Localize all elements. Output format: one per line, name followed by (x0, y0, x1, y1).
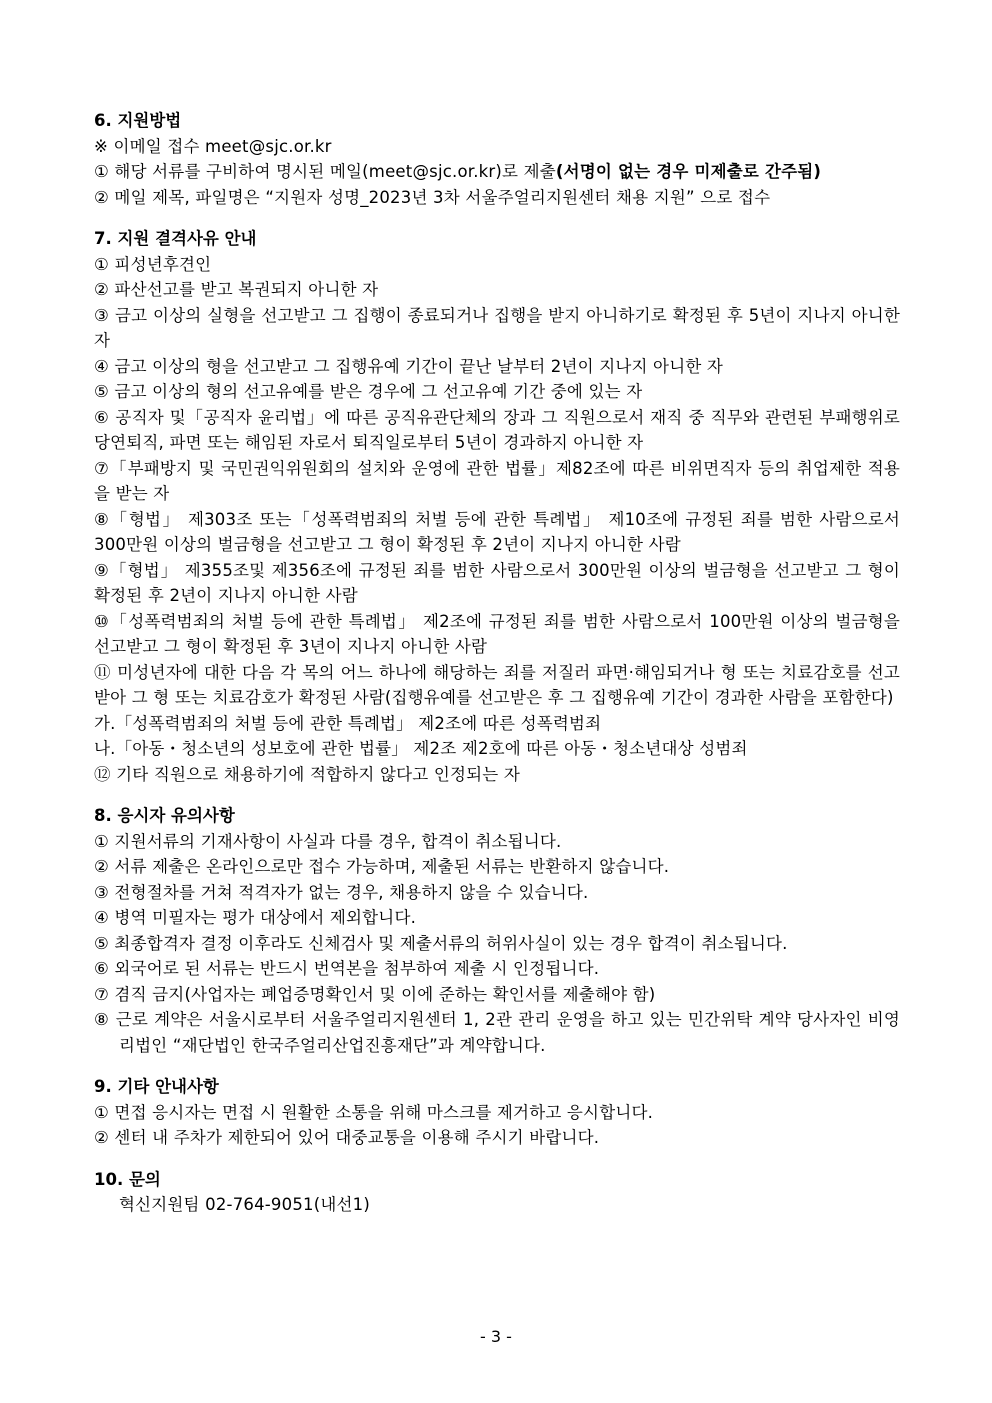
list-item: ① 면접 응시자는 면접 시 원활한 소통을 위해 마스크를 제거하고 응시합니다. (94, 1102, 654, 1122)
list-item: ⑤ 금고 이상의 형의 선고유예를 받은 경우에 그 선고유예 기간 중에 있는 자 (94, 382, 643, 401)
list-item: ② 파산선고를 받고 복권되지 아니한 자 (94, 280, 379, 299)
section-applicant-notes (94, 803, 900, 1058)
section-heading: 9. 기타 안내사항 (94, 1077, 219, 1096)
section-heading: 7. 지원 결격사유 안내 (94, 229, 257, 248)
section-heading: 10. 문의 (94, 1169, 161, 1189)
list-item: ⑩「성폭력범죄의 처벌 등에 관한 특례법」 제2조에 규정된 죄를 범한 사람으로서 100만원 이상의 벌금형을 선고받고 그 형이 확정된 후 3년이 지나지 아니한 사람 (94, 611, 900, 656)
list-item: ③ 전형절차를 거쳐 적격자가 없는 경우, 채용하지 않을 수 있습니다. (94, 882, 589, 902)
list-item: ② 서류 제출은 온라인으로만 접수 가능하며, 제출된 서류는 반환하지 않습니다. (94, 857, 670, 876)
item-bold-text: (서명이 없는 경우 미제출로 간주됨) (555, 162, 822, 181)
list-item: ① 피성년후견인 (94, 254, 212, 274)
list-subitem: 가.「성폭력범죄의 처벌 등에 관한 특례법」 제2조에 따른 성폭력범죄 (94, 713, 602, 733)
list-item: ⑫ 기타 직원으로 채용하기에 적합하지 않다고 인정되는 자 (94, 764, 521, 784)
section-contact (94, 1167, 900, 1218)
list-item (94, 159, 900, 185)
list-item: ④ 금고 이상의 형을 선고받고 그 집행유예 기간이 끝난 날부터 2년이 지나지 아니한 자 (94, 356, 724, 376)
list-item: ⑤ 최종합격자 결정 이후라도 신체검사 및 제출서류의 허위사실이 있는 경우 합격이 취소됩니다. (94, 933, 788, 953)
list-item: ② 메일 제목, 파일명은 “지원자 성명_2023년 3차 서울주얼리지원센터 채용 지원” 으로 접수 (94, 187, 771, 207)
list-subitem: 나.「아동・청소년의 성보호에 관한 법률」 제2조 제2호에 따른 아동・청소년대상 성범죄 (94, 739, 748, 758)
document-page (94, 108, 900, 1234)
section-heading: 8. 응시자 유의사항 (94, 806, 235, 825)
list-item: ⑪ 미성년자에 대한 다음 각 목의 어느 하나에 해당하는 죄를 저질러 파면·해임되거나 형 또는 치료감호를 선고받아 그 형 또는 치료감호가 확정된 사람(집행유예를 선고받은 후 그 집행유예 기간이 경과한 사람을 포함한다) (94, 662, 900, 707)
email-note: ※ 이메일 접수 meet@sjc.or.kr (94, 136, 332, 156)
list-item: ⑧「형법」 제303조 또는「성폭력범죄의 처벌 등에 관한 특례법」 제10조에 규정된 죄를 범한 사람으로서 300만원 이상의 벌금형을 선고받고 그 형이 확정된 후 2년이 지나지 아니한 사람 (94, 509, 900, 554)
list-item: ⑦ 겸직 금지(사업자는 폐업증명확인서 및 이에 준하는 확인서를 제출해야 함) (94, 984, 656, 1004)
section-disqualification (94, 226, 900, 787)
list-item: ⑦「부패방지 및 국민권익위원회의 설치와 운영에 관한 법률」제82조에 따른 비위면직자 등의 취업제한 적용을 받는 자 (94, 458, 900, 503)
list-item: ⑥ 외국어로 된 서류는 반드시 번역본을 첨부하여 제출 시 인정됩니다. (94, 959, 600, 978)
page-number: - 3 - (480, 1327, 512, 1346)
contact-info: 혁신지원팀 02-764-9051(내선1) (119, 1195, 370, 1214)
list-item: ② 센터 내 주차가 제한되어 있어 대중교통을 이용해 주시기 바랍니다. (94, 1128, 600, 1147)
list-item: ⑥ 공직자 및「공직자 윤리법」에 따른 공직유관단체의 장과 그 직원으로서 재직 중 직무와 관련된 부패행위로 당연퇴직, 파면 또는 해임된 자로서 퇴직일로부터 5년이 경과하지 아니한 자 (94, 407, 900, 452)
list-item: ④ 병역 미필자는 평가 대상에서 제외합니다. (94, 908, 417, 927)
list-item: ① 지원서류의 기재사항이 사실과 다를 경우, 합격이 취소됩니다. (94, 831, 562, 851)
list-item: ⑧ 근로 계약은 서울시로부터 서울주얼리지원센터 1, 2관 관리 운영을 하고 있는 민간위탁 계약 당사자인 비영리법인 “재단법인 한국주얼리산업진흥재단”과 계약합니다. (94, 1010, 900, 1055)
section-heading: 6. 지원방법 (94, 111, 182, 130)
list-item: ⑨「형법」 제355조및 제356조에 규정된 죄를 범한 사람으로서 300만원 이상의 벌금형을 선고받고 그 형이 확정된 후 2년이 지나지 아니한 사람 (94, 560, 900, 605)
section-application-method (94, 108, 900, 210)
section-other-info (94, 1074, 900, 1151)
item-text: ① 해당 서류를 구비하여 명시된 메일(meet@sjc.or.kr)로 제출 (94, 162, 556, 181)
list-item: ③ 금고 이상의 실형을 선고받고 그 집행이 종료되거나 집행을 받지 아니하기로 확정된 후 5년이 지나지 아니한 자 (94, 305, 900, 350)
